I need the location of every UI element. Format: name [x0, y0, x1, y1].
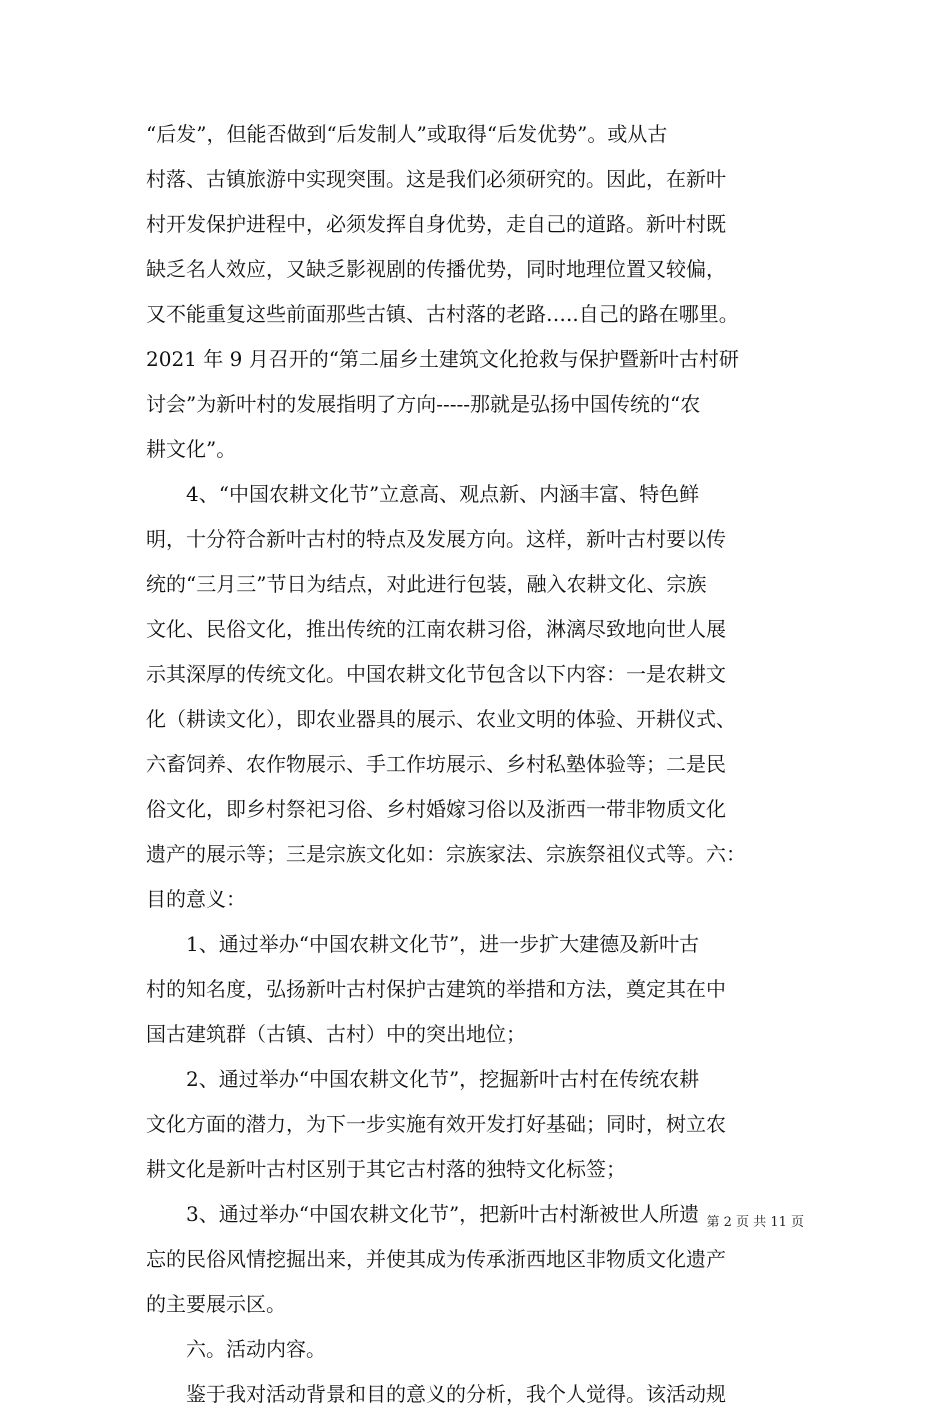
text-line: 示其深厚的传统文化。中国农耕文化节包含以下内容：一是农耕文 — [146, 662, 726, 686]
text-line: 目的意义： — [146, 887, 246, 911]
text-line: 的主要展示区。 — [146, 1292, 286, 1316]
text-line: 文化方面的潜力，为下一步实施有效开发打好基础；同时，树立农 — [146, 1112, 726, 1136]
text-line: 讨会”为新叶村的发展指明了方向-----那就是弘扬中国传统的“农 — [146, 392, 701, 416]
text-line: 鉴于我对活动背景和目的意义的分析，我个人觉得。该活动规 — [146, 1382, 726, 1406]
text-line: 村落、古镇旅游中实现突围。这是我们必须研究的。因此，在新叶 — [146, 167, 726, 191]
text-line: 遗产的展示等；三是宗族文化如：宗族家法、宗族祭祖仪式等。六： — [146, 842, 746, 866]
text-line: 耕文化是新叶古村区别于其它古村落的独特文化标签； — [146, 1157, 626, 1181]
text-line: 明，十分符合新叶古村的特点及发展方向。这样，新叶古村要以传 — [146, 527, 726, 551]
text-line: 2、通过举办“中国农耕文化节”，挖掘新叶古村在传统农耕 — [146, 1067, 700, 1091]
text-line: 4、“中国农耕文化节”立意高、观点新、内涵丰富、特色鲜 — [146, 482, 700, 506]
text-line: 村开发保护进程中，必须发挥自身优势，走自己的道路。新叶村既 — [146, 212, 726, 236]
text-line: 统的“三月三”节日为结点，对此进行包装，融入农耕文化、宗族 — [146, 572, 707, 596]
text-line: 耕文化”。 — [146, 437, 237, 461]
text-line: 六。活动内容。 — [146, 1337, 326, 1361]
text-line: 3、通过举办“中国农耕文化节”，把新叶古村渐被世人所遗 — [146, 1202, 700, 1226]
text-line: 化（耕读文化），即农业器具的展示、农业文明的体验、开耕仪式、 — [146, 707, 736, 731]
text-line: 俗文化，即乡村祭祀习俗、乡村婚嫁习俗以及浙西一带非物质文化 — [146, 797, 726, 821]
text-line: 又不能重复这些前面那些古镇、古村落的老路…..自己的路在哪里。 — [146, 302, 739, 326]
text-line: 2021 年 9 月召开的“第二届乡土建筑文化抢救与保护暨新叶古村研 — [146, 347, 739, 371]
text-line: 六畜饲养、农作物展示、手工作坊展示、乡村私塾体验等；二是民 — [146, 752, 726, 776]
text-line: 缺乏名人效应，又缺乏影视剧的传播优势，同时地理位置又较偏， — [146, 257, 726, 281]
page-number: 第 2 页 共 11 页 — [706, 1215, 804, 1230]
text-line: 国古建筑群（古镇、古村）中的突出地位； — [146, 1022, 526, 1046]
text-line: 村的知名度，弘扬新叶古村保护古建筑的举措和方法，奠定其在中 — [146, 977, 726, 1001]
text-line: 文化、民俗文化，推出传统的江南农耕习俗，淋漓尽致地向世人展 — [146, 617, 726, 641]
text-line: 1、通过举办“中国农耕文化节”，进一步扩大建德及新叶古 — [146, 932, 700, 956]
text-line: 忘的民俗风情挖掘出来，并使其成为传承浙西地区非物质文化遗产 — [146, 1247, 726, 1271]
text-line: “后发”，但能否做到“后发制人”或取得“后发优势”。或从古 — [146, 122, 668, 146]
